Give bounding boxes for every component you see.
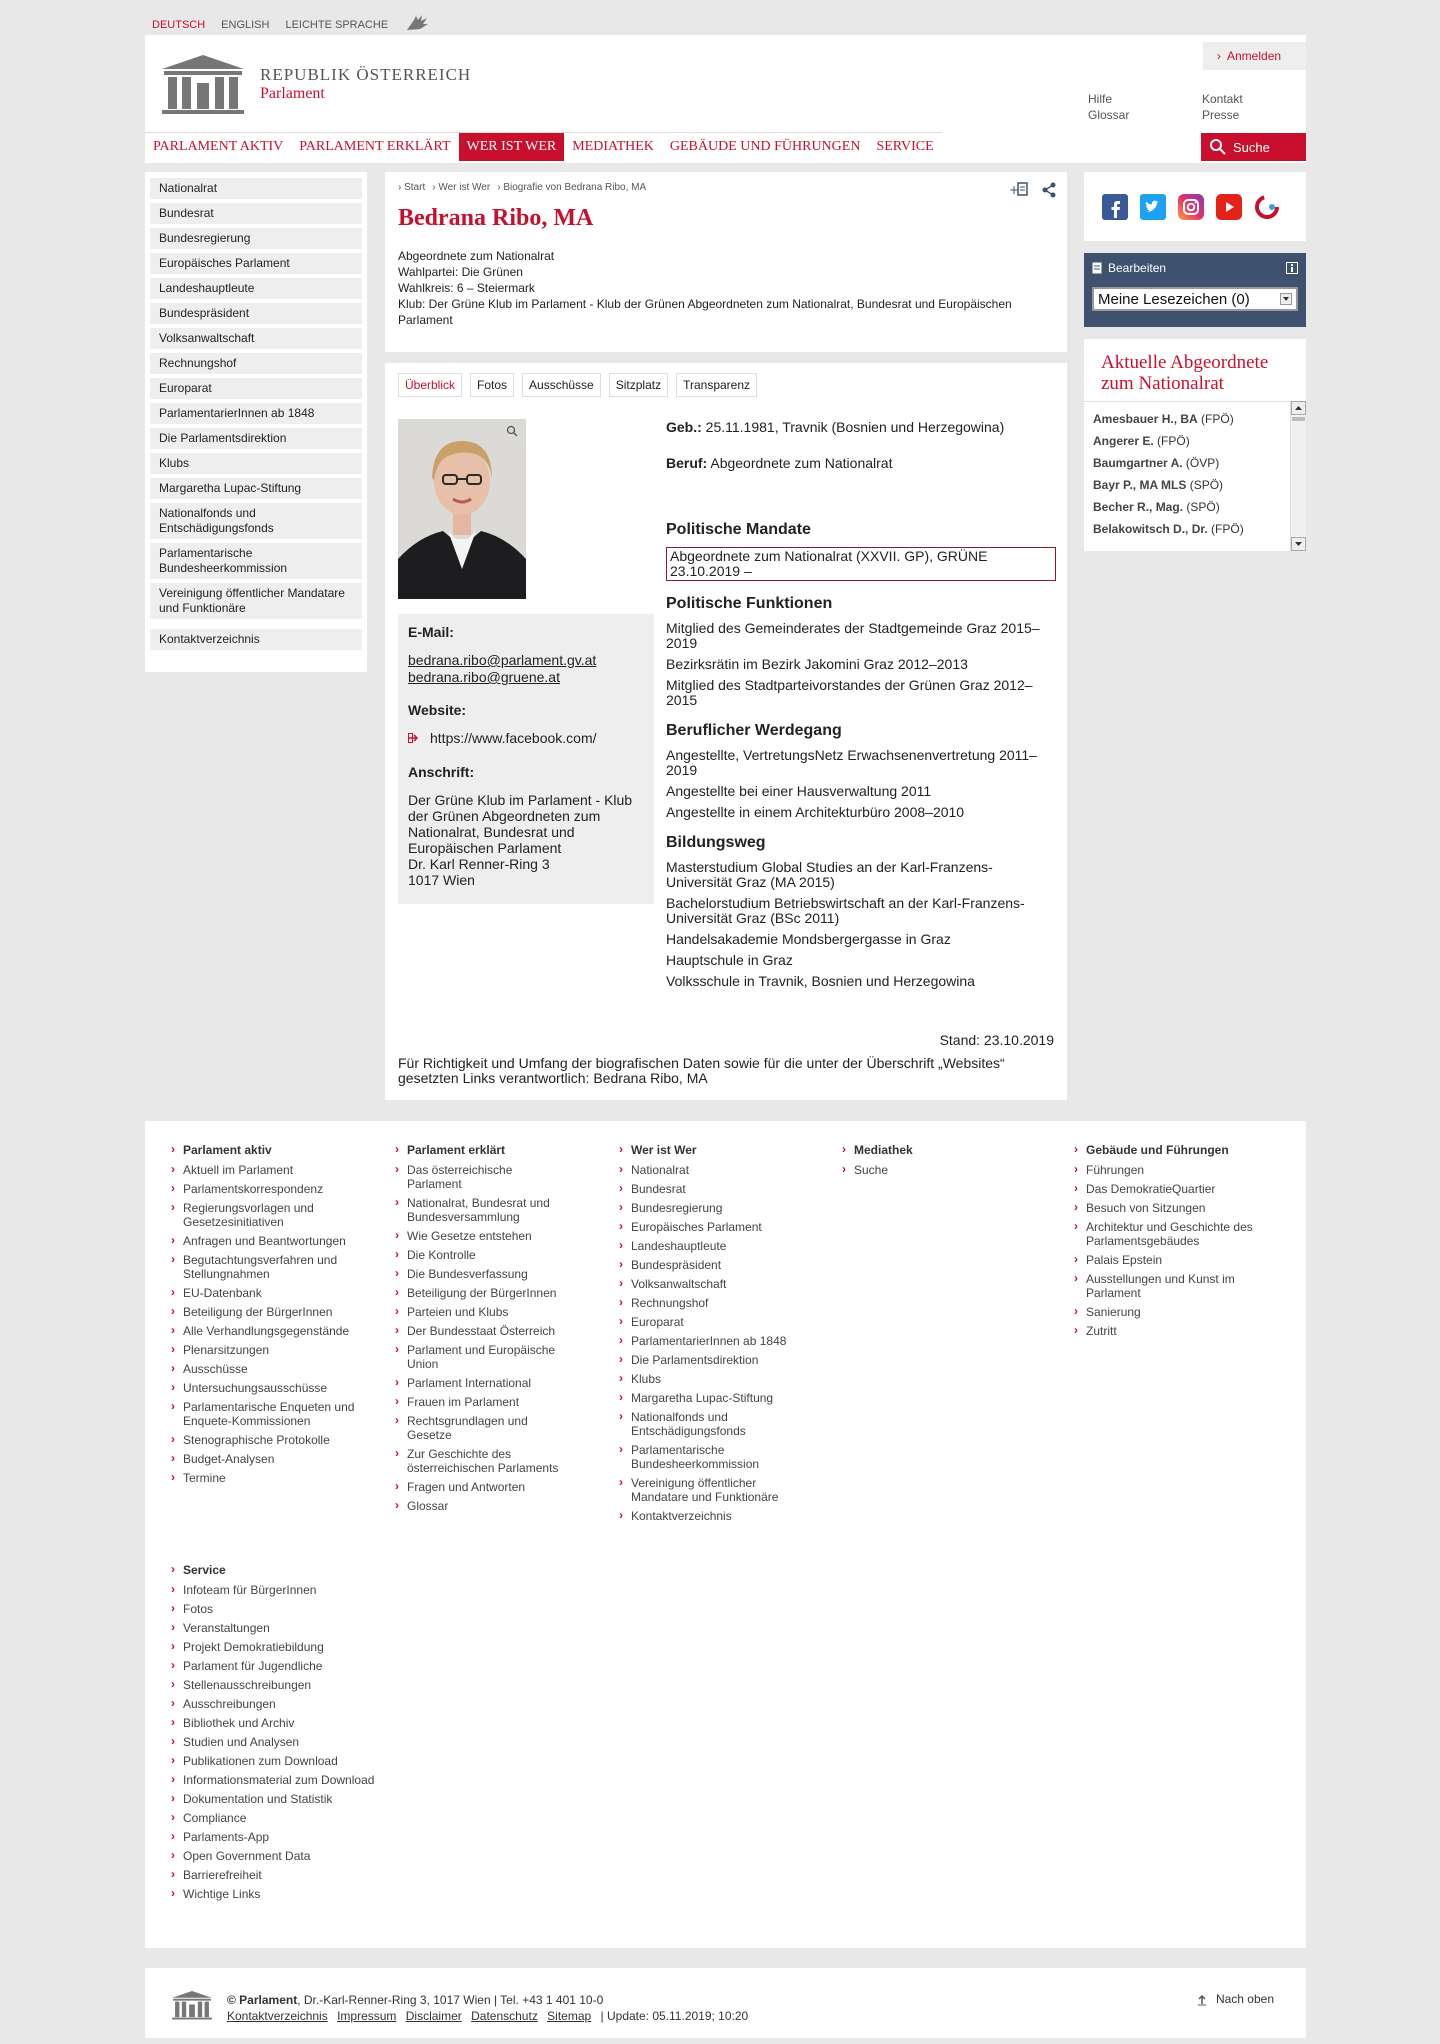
footer-link[interactable]: › Die Bundesverfassung	[395, 1267, 570, 1281]
footer-link[interactable]: › Beteiligung der BürgerInnen	[395, 1286, 570, 1300]
glossary-link[interactable]: Glossar	[1088, 108, 1130, 122]
sidebar-item-volksanwaltschaft[interactable]: Volksanwaltschaft	[150, 328, 362, 349]
email-link-gruene[interactable]: bedrana.ribo@gruene.at	[408, 669, 560, 685]
member-name: Bayr P., MA MLS	[1093, 478, 1187, 492]
search-label: Suche	[1233, 139, 1270, 155]
footer-col-mediathek	[842, 1143, 1017, 1182]
footer-link[interactable]: › Nationalrat	[619, 1163, 794, 1177]
footer-link[interactable]: › Plenarsitzungen	[171, 1343, 361, 1357]
footer-link[interactable]: › Ausschüsse	[171, 1362, 361, 1376]
footer-link[interactable]: › Untersuchungsausschüsse	[171, 1381, 361, 1395]
footer-link[interactable]: › Parlament für Jugendliche	[171, 1659, 391, 1673]
tab-fotos[interactable]: Fotos	[470, 373, 514, 397]
footer-link[interactable]: › Termine	[171, 1471, 361, 1485]
footer-link[interactable]: › Die Kontrolle	[395, 1248, 570, 1262]
utility-links	[1088, 91, 1292, 123]
footer-link[interactable]: › Parlamentskorrespondenz	[171, 1182, 361, 1196]
education-entry: Volksschule in Travnik, Bosnien und Herzegowina	[666, 973, 975, 989]
nav-mediathek[interactable]: MEDIATHEK	[572, 139, 654, 154]
search-icon	[1209, 138, 1227, 156]
career-entry: Angestellte bei einer Hausverwaltung 2011	[666, 783, 932, 799]
footer-heading[interactable]: › Service	[171, 1563, 391, 1577]
footer-link[interactable]: › Palais Epstein	[1074, 1253, 1264, 1267]
footer-link[interactable]: › Alle Verhandlungsgegenstände	[171, 1324, 361, 1338]
current-members-list	[1084, 401, 1306, 551]
footer-link[interactable]: › Parlament und Europäische Union	[395, 1343, 570, 1371]
current-members-title: Aktuelle Abgeordnete zum Nationalrat	[1101, 352, 1269, 394]
list-item[interactable]	[1093, 430, 1297, 452]
footer-link[interactable]: › Architektur und Geschichte des Parlamentsgebäudes	[1074, 1220, 1264, 1248]
footer-link[interactable]: › Sanierung	[1074, 1305, 1264, 1319]
member-party: (SPÖ)	[1189, 478, 1224, 492]
footer-col-parlament-aktiv	[171, 1143, 361, 1490]
social-media-links	[1084, 172, 1306, 241]
sidebar-item-bundesrat[interactable]: Bundesrat	[150, 203, 362, 224]
sign-language-icon[interactable]	[404, 14, 430, 35]
back-to-top-link[interactable]	[1197, 1992, 1274, 2006]
footer-link[interactable]: › Margaretha Lupac-Stiftung	[619, 1391, 794, 1405]
person-club: Klub: Der Grüne Klub im Parlament - Klub der Grünen Abgeordneten zum Nationalrat, Bundesrat und Europäischen Parlament	[398, 297, 1012, 327]
footer-link[interactable]: › ParlamentarierInnen ab 1848	[619, 1334, 794, 1348]
footer-link[interactable]: › Compliance	[171, 1811, 391, 1825]
member-name: Baumgartner A.	[1093, 456, 1183, 470]
sidebar-item-parlamentarierinnen[interactable]: ParlamentarierInnen ab 1848	[150, 403, 362, 424]
footer-link-impressum[interactable]: Impressum	[337, 2009, 397, 2023]
footer-link[interactable]: › Projekt Demokratiebildung	[171, 1640, 391, 1654]
update-date: | Update: 05.11.2019; 10:20	[600, 2009, 749, 2023]
footer-heading[interactable]: › Wer ist Wer	[619, 1143, 794, 1157]
contact-link[interactable]: Kontakt	[1202, 92, 1243, 106]
member-party: (FPÖ)	[1157, 434, 1190, 448]
footer-link[interactable]: › Parlamentarische Enqueten und Enquete-Kommissionen	[171, 1400, 361, 1428]
functions-heading: Politische Funktionen	[666, 595, 833, 612]
footer-link[interactable]: › Fotos	[171, 1602, 391, 1616]
footer-link-datenschutz[interactable]: Datenschutz	[471, 2009, 538, 2023]
twitter-icon[interactable]	[1140, 194, 1166, 220]
footer-link[interactable]: › Publikationen zum Download	[171, 1754, 391, 1768]
footer-link[interactable]: › Veranstaltungen	[171, 1621, 391, 1635]
footer-heading[interactable]: › Parlament aktiv	[171, 1143, 361, 1157]
education-entry: Handelsakademie Mondsbergergasse in Graz	[666, 931, 951, 947]
back-to-top-label: Nach oben	[1215, 1992, 1274, 2006]
footer-link[interactable]: › Das österreichische Parlament	[395, 1163, 570, 1191]
tab-sitzplatz[interactable]: Sitzplatz	[609, 373, 668, 397]
person-role: Abgeordnete zum Nationalrat	[398, 249, 555, 263]
footer-link[interactable]: › Vereinigung öffentlicher Mandatare und Funktionäre	[619, 1476, 794, 1504]
data-status-date: Stand: 23.10.2019	[939, 1032, 1054, 1048]
email-link-parlament[interactable]: bedrana.ribo@parlament.gv.at	[408, 652, 597, 668]
footer-link[interactable]: › Wie Gesetze entstehen	[395, 1229, 570, 1243]
footer-link[interactable]: › Bundespräsident	[619, 1258, 794, 1272]
demokratie-webstatt-icon[interactable]	[1254, 194, 1280, 220]
sidebar-item-vereinigung[interactable]: Vereinigung öffentlicher Mandatare und Funktionäre	[150, 583, 362, 619]
members-scrollbar[interactable]	[1290, 401, 1306, 551]
page-footer	[145, 1968, 1306, 2038]
education-entry: Bachelorstudium Betriebswirtschaft an der Karl-Franzens-Universität Graz (BSc 2011)	[666, 895, 1025, 926]
function-entry: Mitglied des Gemeinderates der Stadtgemeinde Graz 2015–2019	[666, 620, 1040, 651]
career-heading: Beruflicher Werdegang	[666, 722, 842, 739]
footer-link[interactable]: › Budget-Analysen	[171, 1452, 361, 1466]
footer-link-sitemap[interactable]: Sitemap	[547, 2009, 592, 2023]
footer-link[interactable]: › Ausstellungen und Kunst im Parlament	[1074, 1272, 1264, 1300]
footer-sitemap	[145, 1121, 1306, 1948]
footer-link[interactable]: › Volksanwaltschaft	[619, 1277, 794, 1291]
footer-info	[227, 1992, 748, 2024]
person-summary	[398, 248, 1054, 328]
sidebar-item-nationalrat[interactable]: Nationalrat	[150, 178, 362, 199]
member-party: (ÖVP)	[1185, 456, 1220, 470]
footer-link[interactable]: › Ausschreibungen	[171, 1697, 391, 1711]
responsibility-note: Für Richtigkeit und Umfang der biografischen Daten sowie für die unter der Überschrift „Websites“ gesetzten Links verantwortlich: Bedrana Ribo, MA	[398, 1055, 1005, 1086]
member-party: (FPÖ)	[1211, 522, 1244, 536]
footer-link[interactable]: › Bundesregierung	[619, 1201, 794, 1215]
tab-ausschuesse[interactable]: Ausschüsse	[522, 373, 601, 397]
footer-link-disclaimer[interactable]: Disclaimer	[405, 2009, 462, 2023]
footer-link[interactable]: › Zur Geschichte des österreichischen Parlaments	[395, 1447, 570, 1475]
external-link-icon	[408, 733, 422, 743]
tab-bar	[398, 373, 1054, 397]
birth-label: Geb.:	[666, 419, 702, 435]
parliament-logo[interactable]	[160, 53, 471, 115]
footer-link[interactable]: › Europarat	[619, 1315, 794, 1329]
birth-info	[666, 419, 1056, 435]
info-icon[interactable]	[1286, 262, 1298, 274]
sidebar-item-europaeisches-parlament[interactable]: Europäisches Parlament	[150, 253, 362, 274]
footer-link[interactable]: › Parlaments-App	[171, 1830, 391, 1844]
sidebar-item-landeshauptleute[interactable]: Landeshauptleute	[150, 278, 362, 299]
footer-link[interactable]: › Kontaktverzeichnis	[619, 1509, 794, 1523]
footer-col-service	[171, 1563, 391, 1906]
address-line-1: Der Grüne Klub im Parlament - Klub der Grünen Abgeordneten zum Nationalrat, Bundesrat und Europäischen Parlament	[408, 792, 633, 856]
footer-link[interactable]: › Parlament International	[395, 1376, 570, 1390]
current-members-box	[1084, 339, 1306, 551]
mandates-heading: Politische Mandate	[666, 521, 811, 538]
footer-link[interactable]: › Infoteam für BürgerInnen	[171, 1583, 391, 1597]
contact-box	[398, 614, 654, 904]
logo-subtitle: Parlament	[260, 85, 325, 102]
scroll-up-icon[interactable]	[1291, 401, 1306, 415]
page-tools	[1009, 182, 1057, 198]
function-entry: Bezirksrätin im Bezirk Jakomini Graz 2012–2013	[666, 656, 968, 672]
footer-link-kontaktverzeichnis[interactable]: Kontaktverzeichnis	[227, 2009, 328, 2023]
address-line-3: 1017 Wien	[408, 872, 475, 888]
lang-easy-language[interactable]: LEICHTE SPRACHE	[285, 18, 389, 31]
footer-link[interactable]: › Suche	[842, 1163, 1017, 1177]
footer-link[interactable]: › Rechnungshof	[619, 1296, 794, 1310]
login-button[interactable]: › Anmelden	[1203, 42, 1306, 70]
footer-link[interactable]: › Dokumentation und Statistik	[171, 1792, 391, 1806]
parliament-logo-small-icon	[171, 1990, 213, 2020]
breadcrumb-current: › Biografie von Bedrana Ribo, MA	[497, 182, 646, 193]
person-photo[interactable]	[398, 419, 526, 599]
footer-link[interactable]: › Frauen im Parlament	[395, 1395, 570, 1409]
lang-deutsch[interactable]: DEUTSCH	[152, 18, 206, 31]
footer-link[interactable]: › Führungen	[1074, 1163, 1264, 1177]
share-icon[interactable]	[1041, 182, 1057, 198]
footer-link[interactable]: › Bibliothek und Archiv	[171, 1716, 391, 1730]
reading-list-select[interactable]	[1092, 287, 1298, 311]
arrow-up-icon	[1197, 1994, 1207, 2006]
page-title: Bedrana Ribo, MA	[398, 205, 594, 231]
reading-list-value: Meine Lesezeichen (0)	[1098, 290, 1250, 308]
footer-link[interactable]: › Beteiligung der BürgerInnen	[171, 1305, 361, 1319]
svg-text:+: +	[1009, 183, 1020, 197]
sidebar-item-parlamentsdirektion[interactable]: Die Parlamentsdirektion	[150, 428, 362, 449]
footer-link[interactable]: › Begutachtungsverfahren und Stellungnahmen	[171, 1253, 361, 1281]
member-name: Angerer E.	[1093, 434, 1154, 448]
scroll-down-icon[interactable]	[1291, 537, 1306, 551]
person-district: Wahlkreis: 6 – Steiermark	[398, 281, 535, 295]
address-label: Anschrift:	[408, 764, 475, 780]
person-party: Wahlpartei: Die Grünen	[398, 265, 523, 279]
career-entry: Angestellte, VertretungsNetz Erwachsenenvertretung 2011–2019	[666, 747, 1037, 778]
member-name: Belakowitsch D., Dr.	[1093, 522, 1208, 536]
tab-ueberblick[interactable]: Überblick	[398, 373, 462, 397]
list-item[interactable]	[1093, 452, 1297, 474]
list-item[interactable]	[1093, 518, 1297, 540]
list-item[interactable]	[1093, 474, 1297, 496]
footer-link[interactable]: › Studien und Analysen	[171, 1735, 391, 1749]
footer-link[interactable]: › Barrierefreiheit	[171, 1868, 391, 1882]
edit-label[interactable]: Bearbeiten	[1108, 261, 1167, 275]
footer-col-gebaeude	[1074, 1143, 1264, 1343]
footer-col-wer-ist-wer	[619, 1143, 794, 1528]
sidebar-item-lupac-stiftung[interactable]: Margaretha Lupac-Stiftung	[150, 478, 362, 499]
footer-link[interactable]: › Parlamentarische Bundesheerkommission	[619, 1443, 794, 1471]
footer-link[interactable]: › Nationalfonds und Entschädigungsfonds	[619, 1410, 794, 1438]
job-label: Beruf:	[666, 455, 708, 471]
biography	[666, 419, 1056, 995]
person-intro	[385, 172, 1067, 352]
footer-link[interactable]: › Europäisches Parlament	[619, 1220, 794, 1234]
bookmark-add-icon[interactable]	[1009, 182, 1029, 198]
breadcrumb-wer-ist-wer[interactable]: › Wer ist Wer	[432, 182, 490, 193]
sidebar-item-nationalfonds[interactable]: Nationalfonds und Entschädigungsfonds	[150, 503, 362, 539]
footer-link[interactable]: › Das DemokratieQuartier	[1074, 1182, 1264, 1196]
sidebar-item-klubs[interactable]: Klubs	[150, 453, 362, 474]
website-label: Website:	[408, 702, 467, 718]
sidebar-item-bundesregierung[interactable]: Bundesregierung	[150, 228, 362, 249]
footer-heading[interactable]: › Gebäude und Führungen	[1074, 1143, 1264, 1157]
sidebar-navigation	[145, 172, 367, 672]
footer-link[interactable]: › Parteien und Klubs	[395, 1305, 570, 1319]
footer-link[interactable]: › Bundesrat	[619, 1182, 794, 1196]
address-line-2: Dr. Karl Renner-Ring 3	[408, 856, 550, 872]
bookmark-panel-header	[1092, 261, 1298, 275]
mandate-entry[interactable]: Abgeordnete zum Nationalrat (XXVII. GP), GRÜNE 23.10.2019 –	[666, 547, 1056, 581]
footer-link[interactable]: › Rechtsgrundlagen und Gesetze	[395, 1414, 570, 1442]
education-heading: Bildungsweg	[666, 834, 766, 851]
member-name: Becher R., Mag.	[1093, 500, 1184, 514]
website-row[interactable]	[408, 730, 644, 746]
footer-col-parlament-erklaert	[395, 1143, 570, 1518]
nav-parlament-aktiv[interactable]: PARLAMENT AKTIV	[153, 139, 284, 154]
site-header	[145, 35, 1306, 163]
footer-link[interactable]: › EU-Datenbank	[171, 1286, 361, 1300]
footer-link[interactable]: › Klubs	[619, 1372, 794, 1386]
person-details	[385, 363, 1067, 1100]
nav-gebaeude-und-fuehrungen[interactable]: GEBÄUDE UND FÜHRUNGEN	[669, 139, 861, 154]
lang-english[interactable]: ENGLISH	[221, 18, 270, 31]
login-label: Anmelden	[1227, 49, 1282, 63]
footer-link[interactable]: › Anfragen und Beantwortungen	[171, 1234, 361, 1248]
footer-link[interactable]: › Stellenausschreibungen	[171, 1678, 391, 1692]
footer-link[interactable]: › Fragen und Antworten	[395, 1480, 570, 1494]
parliament-building-icon	[160, 53, 246, 115]
footer-link[interactable]: › Die Parlamentsdirektion	[619, 1353, 794, 1367]
list-item[interactable]	[1093, 408, 1297, 430]
footer-link[interactable]: › Regierungsvorlagen und Gesetzesinitiativen	[171, 1201, 361, 1229]
footer-link[interactable]: › Informationsmaterial zum Download	[171, 1773, 391, 1787]
chevron-down-icon	[1280, 293, 1292, 305]
breadcrumb	[398, 182, 1054, 193]
zoom-icon[interactable]	[506, 425, 518, 437]
tab-transparenz[interactable]: Transparenz	[676, 373, 757, 397]
sidebar-item-kontaktverzeichnis[interactable]: Kontaktverzeichnis	[150, 629, 362, 650]
sidebar-item-bundesheerkommission[interactable]: Parlamentarische Bundesheerkommission	[150, 543, 362, 579]
nav-wer-ist-wer[interactable]: WER IST WER	[459, 133, 565, 161]
member-name: Amesbauer H., BA	[1093, 412, 1198, 426]
list-item[interactable]	[1093, 496, 1297, 518]
member-party: (FPÖ)	[1201, 412, 1234, 426]
bookmark-icon	[1092, 262, 1102, 274]
job-value: Abgeordnete zum Nationalrat	[710, 455, 893, 471]
education-entry: Masterstudium Global Studies an der Karl-Franzens-Universität Graz (MA 2015)	[666, 859, 993, 890]
sidebar-item-europarat[interactable]: Europarat	[150, 378, 362, 399]
career-entry: Angestellte in einem Architekturbüro 2008–2010	[666, 804, 965, 820]
facebook-icon[interactable]	[1102, 194, 1128, 220]
footer-link[interactable]: › Nationalrat, Bundesrat und Bundesversammlung	[395, 1196, 570, 1224]
nav-parlament-erklaert[interactable]: PARLAMENT ERKLÄRT	[299, 139, 451, 154]
job-info	[666, 455, 1056, 471]
instagram-icon[interactable]	[1178, 194, 1204, 220]
footer-link[interactable]: › Stenographische Protokolle	[171, 1433, 361, 1447]
language-bar	[152, 14, 430, 35]
website-link[interactable]: https://www.facebook.com/	[430, 730, 597, 746]
bookmark-panel	[1084, 253, 1306, 327]
footer-address: , Dr.-Karl-Renner-Ring 3, 1017 Wien | Tel. +43 1 401 10-0	[297, 1993, 604, 2007]
main-navigation	[145, 132, 942, 161]
footer-link[interactable]: › Aktuell im Parlament	[171, 1163, 361, 1177]
footer-link[interactable]: › Landeshauptleute	[619, 1239, 794, 1253]
member-party: (SPÖ)	[1186, 500, 1220, 514]
nav-service[interactable]: SERVICE	[876, 139, 934, 154]
breadcrumb-start[interactable]: › Start	[398, 182, 425, 193]
search-button[interactable]	[1201, 133, 1306, 161]
help-link[interactable]: Hilfe	[1088, 92, 1113, 106]
footer-link[interactable]: › Open Government Data	[171, 1849, 391, 1863]
email-label: E-Mail:	[408, 624, 454, 640]
birth-value: 25.11.1981, Travnik (Bosnien und Herzegowina)	[705, 419, 1005, 435]
footer-heading[interactable]: › Parlament erklärt	[395, 1143, 570, 1157]
footer-link[interactable]: › Glossar	[395, 1499, 570, 1513]
footer-link[interactable]: › Wichtige Links	[171, 1887, 391, 1901]
logo-title: REPUBLIK ÖSTERREICH	[260, 65, 472, 84]
education-entry: Hauptschule in Graz	[666, 952, 793, 968]
sidebar-item-bundespraesident[interactable]: Bundespräsident	[150, 303, 362, 324]
youtube-icon[interactable]	[1216, 194, 1242, 220]
footer-link[interactable]: › Der Bundesstaat Österreich	[395, 1324, 570, 1338]
sidebar-item-rechnungshof[interactable]: Rechnungshof	[150, 353, 362, 374]
copyright: © Parlament	[227, 1993, 298, 2007]
press-link[interactable]: Presse	[1202, 108, 1240, 122]
footer-link[interactable]: › Besuch von Sitzungen	[1074, 1201, 1264, 1215]
footer-link[interactable]: › Zutritt	[1074, 1324, 1264, 1338]
function-entry: Mitglied des Stadtparteivorstandes der Grünen Graz 2012–2015	[666, 677, 1033, 708]
footer-heading[interactable]: › Mediathek	[842, 1143, 1017, 1157]
